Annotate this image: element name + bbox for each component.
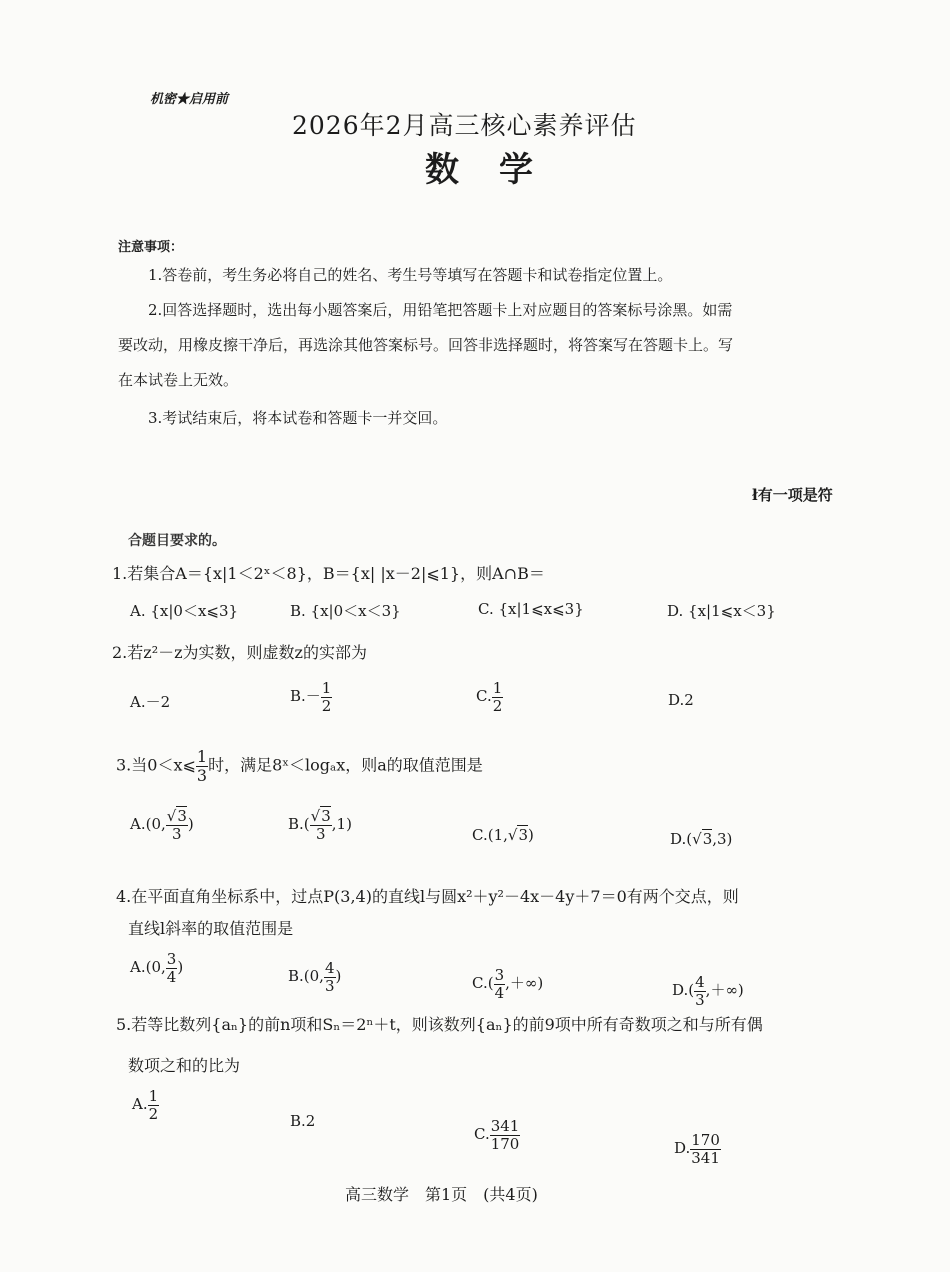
numerator: 1 bbox=[321, 679, 332, 697]
option-prefix: D.( bbox=[670, 830, 693, 848]
option-suffix: ) bbox=[177, 958, 184, 976]
denominator: 2 bbox=[492, 696, 503, 715]
numerator: 4 bbox=[324, 959, 335, 977]
numerator: 1 bbox=[196, 747, 208, 766]
question-5-stem-line-2: 数项之和的比为 bbox=[128, 1056, 241, 1075]
fraction bbox=[694, 974, 706, 1008]
question-4-stem-line-1: 4.在平面直角坐标系中，过点P(3,4)的直线l与圆x²＋y²－4x－4y＋7＝0有两个交点，则 bbox=[116, 887, 739, 906]
question-4-option-a bbox=[130, 951, 183, 985]
question-2-option-c bbox=[476, 680, 503, 714]
page-footer: 高三数学 第1页 (共4页) bbox=[345, 1185, 538, 1204]
fraction bbox=[166, 951, 178, 985]
question-3-option-c bbox=[472, 826, 534, 844]
fraction bbox=[148, 1088, 160, 1122]
option-prefix: A. bbox=[132, 1095, 148, 1113]
denominator: 3 bbox=[315, 824, 326, 843]
notice-item-2-line-3: 在本试卷上无效。 bbox=[118, 371, 239, 389]
question-5-option-b: B.2 bbox=[290, 1112, 316, 1130]
question-3-stem-start: 3.当0＜x⩽ bbox=[116, 755, 196, 775]
question-3-option-b bbox=[288, 808, 352, 842]
option-prefix: D.( bbox=[672, 981, 695, 999]
fraction bbox=[490, 1118, 521, 1152]
option-suffix: ) bbox=[527, 826, 534, 844]
question-2-stem: 2.若z²－z为实数，则虚数z的实部为 bbox=[112, 643, 367, 662]
denominator: 3 bbox=[695, 990, 705, 1009]
fraction bbox=[690, 1132, 721, 1166]
numerator: 341 bbox=[490, 1117, 520, 1135]
question-1-option-b: B. {x|0＜x＜3} bbox=[290, 602, 401, 620]
radicand: 3 bbox=[321, 807, 331, 825]
notice-item-2-line-1: 2.回答选择题时，选出每小题答案后，用铅笔把答题卡上对应题目的答案标号涂黑。如需 bbox=[148, 301, 733, 319]
question-1-option-a: A. {x|0＜x⩽3} bbox=[130, 602, 239, 620]
sqrt-symbol: √ bbox=[507, 826, 518, 844]
notice-item-1: 1.答卷前，考生务必将自己的姓名、考生号等填写在答题卡和试卷指定位置上。 bbox=[148, 266, 673, 284]
sqrt-symbol: √ bbox=[692, 830, 702, 848]
question-1-stem: 1.若集合A＝{x|1＜2ˣ＜8}，B＝{x| |x－2|⩽1}，则A∩B＝ bbox=[112, 564, 545, 583]
question-2-option-b-prefix: B.－ bbox=[290, 687, 321, 705]
fraction bbox=[166, 808, 188, 842]
denominator: 3 bbox=[324, 976, 335, 995]
denominator: 170 bbox=[490, 1134, 520, 1153]
notice-item-3: 3.考试结束后，将本试卷和答题卡一并交回。 bbox=[148, 409, 448, 427]
numerator: 1 bbox=[148, 1087, 159, 1105]
numerator bbox=[310, 808, 332, 826]
radicand: 3 bbox=[518, 826, 528, 844]
denominator: 4 bbox=[166, 967, 177, 986]
question-5-option-d bbox=[674, 1132, 721, 1166]
notice-item-2-line-2: 要改动，用橡皮擦干净后，再选涂其他答案标号。回答非选择题时，将答案写在答题卡上。写 bbox=[118, 336, 734, 354]
question-4-option-d bbox=[672, 974, 744, 1008]
confidential-label: 机密★启用前 bbox=[150, 92, 229, 107]
option-prefix: A.(0, bbox=[130, 815, 166, 833]
option-suffix: ,3) bbox=[712, 830, 733, 848]
numerator: 170 bbox=[691, 1131, 720, 1149]
question-2-option-b bbox=[290, 680, 332, 714]
question-5-option-c bbox=[474, 1118, 520, 1152]
denominator: 3 bbox=[172, 824, 182, 843]
option-suffix: ,＋∞) bbox=[705, 981, 744, 999]
question-3-stem-end: 时，满足8ˣ＜logₐx，则a的取值范围是 bbox=[208, 755, 483, 775]
numerator: 4 bbox=[695, 973, 705, 991]
question-1-option-d: D. {x|1⩽x＜3} bbox=[667, 602, 776, 620]
option-prefix: C. bbox=[474, 1125, 490, 1143]
exam-title: 2026年2月高三核心素养评估 bbox=[292, 111, 637, 140]
question-3-stem bbox=[116, 748, 483, 784]
numerator: 3 bbox=[494, 966, 505, 984]
question-4-stem-line-2: 直线l斜率的取值范围是 bbox=[128, 919, 294, 938]
numerator: 3 bbox=[166, 950, 177, 968]
section-header-fragment: ł有一项是符 bbox=[752, 486, 833, 504]
subject-title: 数学 bbox=[425, 150, 573, 190]
denominator: 2 bbox=[321, 696, 332, 715]
option-prefix: C.( bbox=[472, 974, 494, 992]
question-5-stem-line-1: 5.若等比数列{aₙ}的前n项和Sₙ＝2ⁿ＋t，则该数列{aₙ}的前9项中所有奇数项之和与所有偶 bbox=[116, 1015, 763, 1034]
denominator: 2 bbox=[148, 1104, 159, 1123]
fraction bbox=[196, 748, 208, 784]
numerator bbox=[166, 808, 188, 826]
option-prefix: C.(1, bbox=[472, 826, 508, 844]
question-1-option-c: C. {x|1⩽x⩽3} bbox=[478, 600, 584, 618]
fraction bbox=[310, 808, 332, 842]
question-4-option-b bbox=[288, 960, 341, 994]
fraction bbox=[494, 967, 506, 1001]
fraction bbox=[492, 680, 504, 714]
option-suffix: ) bbox=[187, 815, 194, 833]
question-3-option-a bbox=[130, 808, 194, 842]
fraction bbox=[321, 680, 333, 714]
numerator: 1 bbox=[492, 679, 503, 697]
sqrt-symbol: √ bbox=[310, 807, 321, 825]
denominator: 3 bbox=[196, 765, 208, 785]
option-prefix: B.(0, bbox=[288, 967, 324, 985]
notice-title: 注意事项： bbox=[118, 240, 184, 255]
option-suffix: ) bbox=[335, 967, 342, 985]
question-5-option-a bbox=[132, 1088, 159, 1122]
denominator: 341 bbox=[691, 1148, 720, 1167]
option-prefix: D. bbox=[674, 1139, 691, 1157]
fraction bbox=[324, 960, 336, 994]
sqrt-symbol: √ bbox=[166, 807, 177, 825]
section-header-cut-line: 合题目要求的。 bbox=[128, 533, 226, 549]
question-4-option-c bbox=[472, 967, 543, 1001]
question-2-option-d: D.2 bbox=[668, 691, 694, 709]
radicand: 3 bbox=[702, 830, 713, 848]
option-suffix: ,＋∞) bbox=[505, 974, 544, 992]
option-suffix: ,1) bbox=[331, 815, 352, 833]
option-prefix: A.(0, bbox=[130, 958, 166, 976]
question-3-option-d bbox=[670, 830, 732, 848]
question-2-option-a: A.－2 bbox=[130, 693, 171, 711]
option-prefix: B.( bbox=[288, 815, 310, 833]
question-2-option-c-prefix: C. bbox=[476, 687, 492, 705]
denominator: 4 bbox=[494, 983, 505, 1002]
radicand: 3 bbox=[177, 807, 187, 825]
